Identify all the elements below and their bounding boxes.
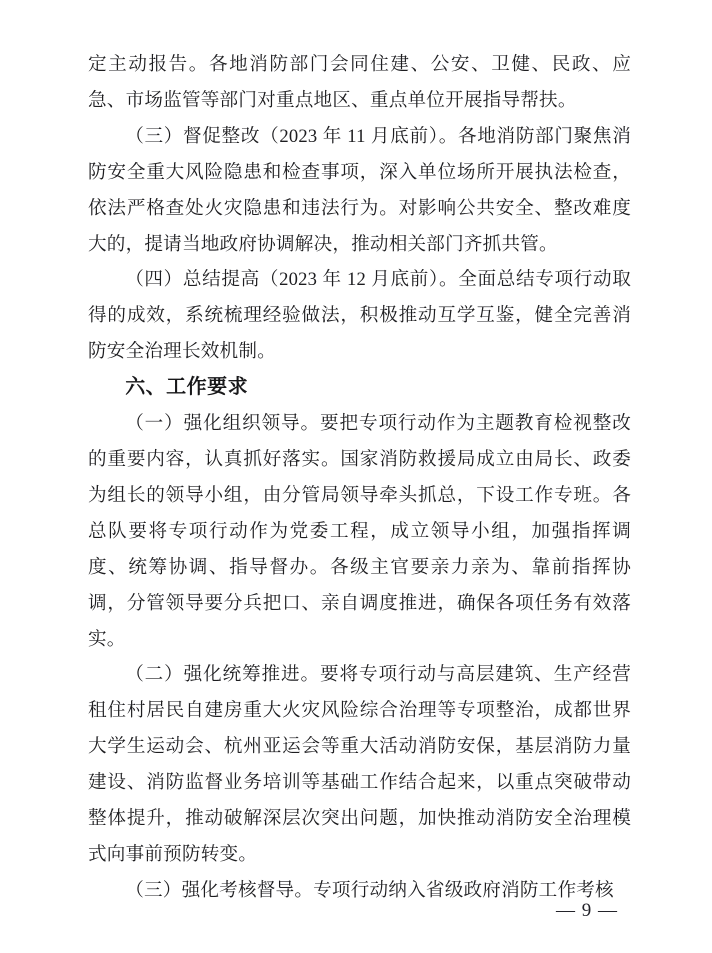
paragraph-text: 全面总结专项行动取得的成效，系统梳理经验做法，积极推动互学互鉴，健全完善消防安全治理长效机制。 bbox=[88, 269, 631, 363]
paragraph-text: 要将专项行动与高层建筑、生产经营租住村居民自建房重大火灾风险综合治理等专项整治，成都世界大学生运动会、杭州亚运会等重大活动消防安保，基层消防力量建设、消防监督业务培训等基础工作结合起来，以重点突破带动整体提升，推动破解深层次突出问题，加快推动消防安全治理模式向事前预防转变。 bbox=[88, 664, 631, 865]
paragraph-text: 定主动报告。各地消防部门会同住建、公安、卫健、民政、应急、市场监管等部门对重点地区、重点单位开展指导帮扶。 bbox=[88, 54, 631, 111]
paragraph bbox=[88, 119, 631, 263]
paragraph bbox=[88, 406, 631, 657]
paragraph-lead: （二）强化统筹推进。 bbox=[125, 664, 320, 686]
section-heading: 六、工作要求 bbox=[125, 376, 249, 399]
paragraph-text: 要把专项行动作为主题教育检视整改的重要内容，认真抓好落实。国家消防救援局成立由局长、政委为组长的领导小组，由分管局领导牵头抓总，下设工作专班。各总队要将专项行动作为党委工程，成立领导小组，加强指挥调度、统筹协调、指导督办。各级主官要亲力亲为、靠前指挥协调，分管领导要分兵把口、亲自调度推进，确保各项任务有效落实。 bbox=[88, 413, 631, 650]
paragraph bbox=[88, 873, 631, 909]
paragraph-lead: （四）总结提高（2023 年 12 月底前）。 bbox=[125, 269, 459, 291]
document-text-block bbox=[88, 47, 631, 909]
paragraph-lead: （三）督促整改（2023 年 11 月底前）。 bbox=[125, 125, 458, 147]
paragraph-text: 各地消防部门聚焦消防安全重大风险隐患和检查事项，深入单位场所开展执法检查，依法严格查处火灾隐患和违法行为。对影响公共安全、整改难度大的，提请当地政府协调解决，推动相关部门齐抓共管。 bbox=[88, 125, 631, 255]
paragraph bbox=[88, 47, 631, 119]
paragraph-lead: （三）强化考核督导。 bbox=[125, 879, 314, 901]
page-number: — 9 — bbox=[556, 900, 618, 921]
paragraph bbox=[88, 262, 631, 370]
paragraph bbox=[88, 657, 631, 872]
paragraph-lead: （一）强化组织领导。 bbox=[125, 413, 320, 435]
paragraph-text: 专项行动纳入省级政府消防工作考核 bbox=[313, 879, 614, 901]
